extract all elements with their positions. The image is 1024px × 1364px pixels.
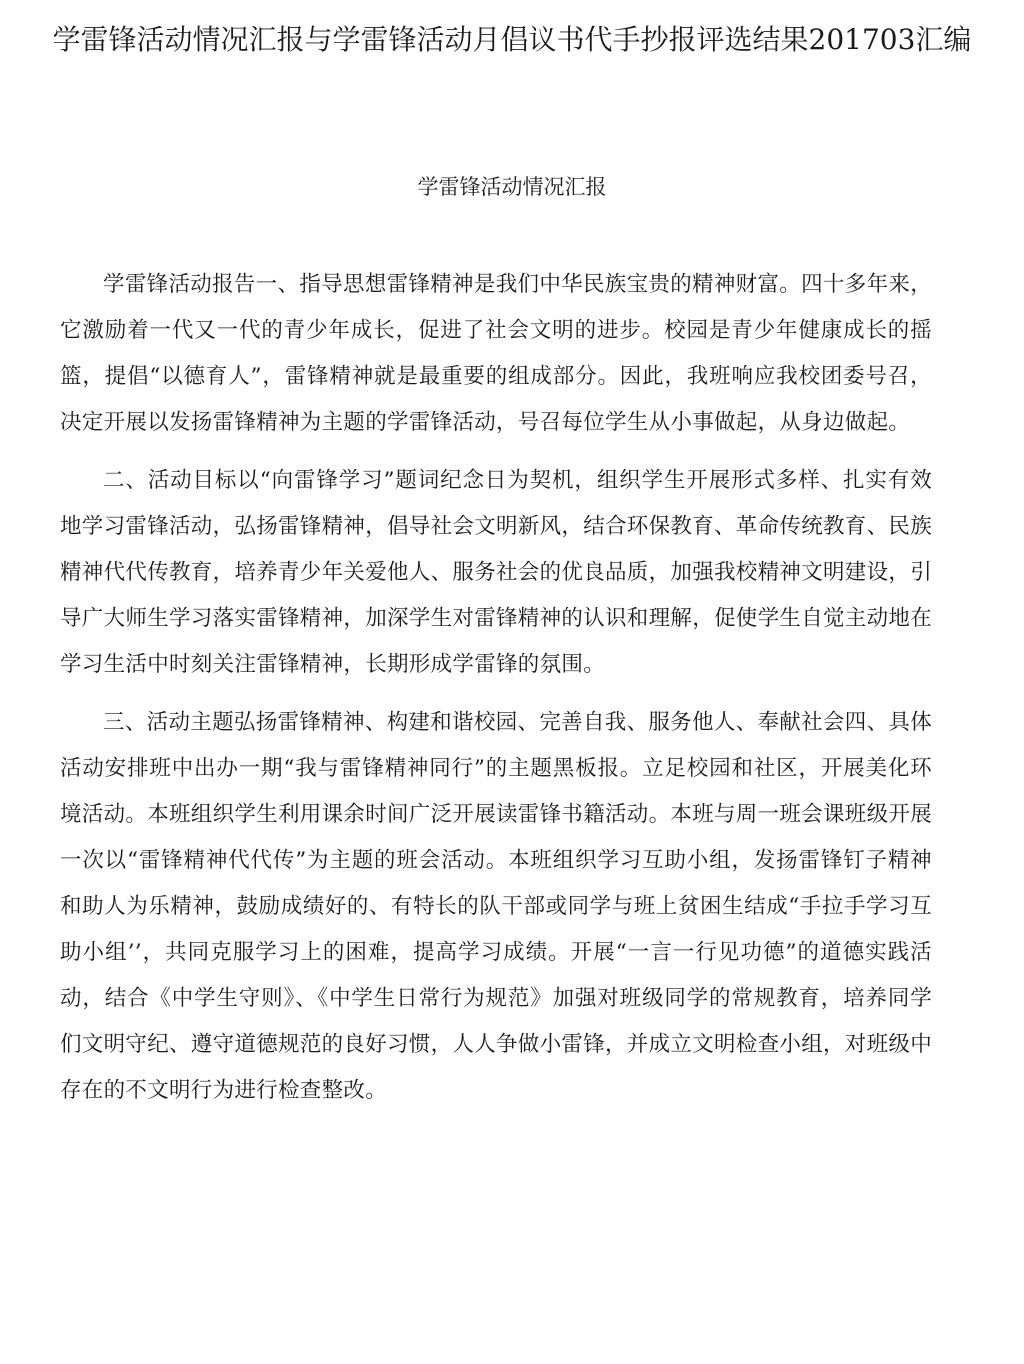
- document-title: 学雷锋活动情况汇报与学雷锋活动月倡议书代手抄报评选结果201703汇编: [52, 23, 972, 56]
- paragraph-activity-goals: 二、活动目标以“向雷锋学习”题词纪念日为契机，组织学生开展形式多样、扎实有效地学习雷锋活动，弘扬雷锋精神，倡导社会文明新风，结合环保教育、革命传统教育、民族精神代代传教育，培养青少年关爱他人、服务社会的优良品质，加强我校精神文明建设，引导广大师生学习落实雷锋精神，加深学生对雷锋精神的认识和理解，促使学生自觉主动地在学习生活中时刻关注雷锋精神，长期形成学雷锋的氛围。: [60, 468, 933, 677]
- paragraph-guiding-thought: 学雷锋活动报告一、指导思想雷锋精神是我们中华民族宝贵的精神财富。四十多年来，它激励着一代又一代的青少年成长，促进了社会文明的进步。校园是青少年健康成长的摇篮，提倡“以德育人”，雷锋精神就是最重要的组成部分。因此，我班响应我校团委号召，决定开展以发扬雷锋精神为主题的学雷锋活动，号召每位学生从小事做起，从身边做起。: [60, 272, 932, 435]
- paragraph-activity-theme-and-arrangements: 三、活动主题弘扬雷锋精神、构建和谐校园、完善自我、服务他人、奉献社会四、具体活动安排班中出办一期“我与雷锋精神同行”的主题黑板报。立足校园和社区，开展美化环境活动。本班组织学生利用课余时间广泛开展读雷锋书籍活动。本班与周一班会课班级开展一次以“雷锋精神代代传”为主题的班会活动。本班组织学习互助小组，发扬雷锋钉子精神和助人为乐精神，鼓励成绩好的、有特长的队干部或同学与班上贫困生结成“手拉手学习互助小组’’，共同克服学习上的困难，提高学习成绩。开展“一言一行见功德”的道德实践活动，结合《中学生守则》、《中学生日常行为规范》加强对班级同学的常规教育，培养同学们文明守纪、遵守道德规范的良好习惯，人人争做小雷锋，并成立文明检查小组，对班级中存在的不文明行为进行检查整改。: [60, 710, 933, 1103]
- document-body: [60, 262, 932, 1126]
- section-title: 学雷锋活动情况汇报: [417, 175, 607, 199]
